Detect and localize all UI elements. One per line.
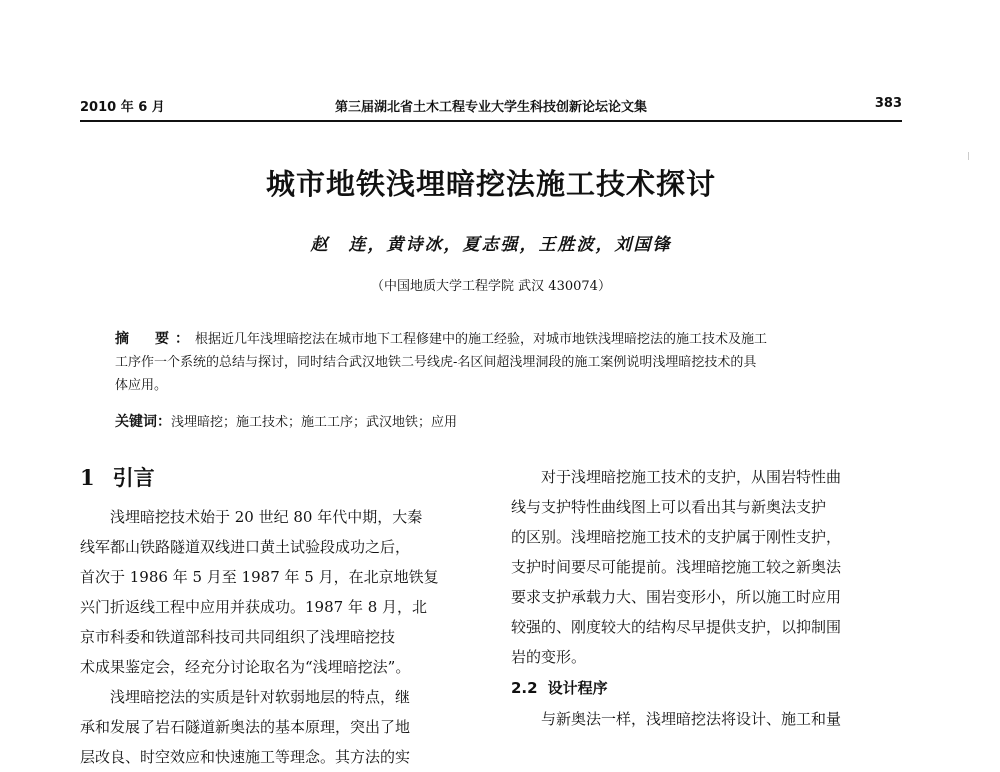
text-line: 支护时间要尽可能提前。浅埋暗挖施工较之新奥法 xyxy=(511,558,842,576)
section-number: 1 xyxy=(80,465,95,490)
text-line: 浅埋暗挖法的实质是针对软弱地层的特点，继 xyxy=(110,688,411,706)
text-line: 对于浅埋暗挖施工技术的支护，从围岩特性曲 xyxy=(541,468,842,486)
text-line: 线与支护特性曲线图上可以看出其与新奥法支护 xyxy=(511,498,827,516)
subsection-title: 设计程序 xyxy=(547,679,608,697)
text-line: 岩的变形。 xyxy=(511,648,587,666)
abstract xyxy=(115,328,875,397)
header-journal: 第三届湖北省土木工程专业大学生科技创新论坛论文集 xyxy=(334,100,647,115)
section-heading xyxy=(80,462,492,494)
paper-title: 城市地铁浅埋暗挖法施工技术探讨 xyxy=(265,167,716,201)
keywords xyxy=(115,412,875,433)
subsection-number: 2.2 xyxy=(511,679,538,697)
paper-affiliation: （中国地质大学工程学院 武汉 430074） xyxy=(371,279,611,294)
abstract-line: 体应用。 xyxy=(115,378,168,393)
text-line: 术成果鉴定会，经充分讨论取名为“浅埋暗挖法”。 xyxy=(80,658,411,676)
abstract-line: 工序作一个系统的总结与探讨，同时结合武汉地铁二号线虎-名区间超浅埋洞段的施工案例说明浅埋暗挖技术的具 xyxy=(115,355,757,370)
section-title: 引言 xyxy=(112,465,155,490)
right-column xyxy=(511,462,911,734)
keywords-label: 关键词： xyxy=(115,414,171,430)
paper-authors: 赵 连，黄诗冰，夏志强，王胜波，刘国锋 xyxy=(310,235,672,255)
text-line: 线军都山铁路隧道双线进口黄土试验段成功之后， xyxy=(80,538,411,556)
margin-mark xyxy=(968,152,969,160)
text-line: 承和发展了岩石隧道新奥法的基本原理，突出了地 xyxy=(80,718,411,736)
text-line: 要求支护承载力大、围岩变形小，所以施工时应用 xyxy=(511,588,842,606)
text-line: 层改良、时空效应和快速施工等理念。其方法的实 xyxy=(80,748,411,766)
subsection-heading xyxy=(511,672,911,704)
text-line: 首次于 1986 年 5 月至 1987 年 5 月，在北京地铁复 xyxy=(80,568,439,586)
text-line: 浅埋暗挖技术始于 20 世纪 80 年代中期，大秦 xyxy=(110,508,423,526)
running-header xyxy=(80,96,902,116)
keywords-text: 浅埋暗挖；施工技术；施工工序；武汉地铁；应用 xyxy=(171,415,458,430)
text-line: 与新奥法一样，浅埋暗挖法将设计、施工和量 xyxy=(541,710,842,728)
text-line: 的区别。浅埋暗挖施工技术的支护属于刚性支护， xyxy=(511,528,842,546)
text-line: 较强的、刚度较大的结构尽早提供支护，以抑制围 xyxy=(511,618,842,636)
abstract-line xyxy=(115,328,875,351)
header-date: 2010 年 6 月 xyxy=(80,100,165,115)
abstract-text: 根据近几年浅埋暗挖法在城市地下工程修建中的施工经验，对城市地铁浅埋暗挖法的施工技术及施工 xyxy=(195,332,768,347)
left-column xyxy=(80,462,492,772)
text-line: 京市科委和铁道部科技司共同组织了浅埋暗挖技 xyxy=(80,628,396,646)
abstract-label: 摘 要： xyxy=(115,331,195,347)
header-rule xyxy=(80,120,902,122)
text-line: 兴门折返线工程中应用并获成功。1987 年 8 月，北 xyxy=(80,598,428,616)
header-page-number: 383 xyxy=(874,96,902,111)
